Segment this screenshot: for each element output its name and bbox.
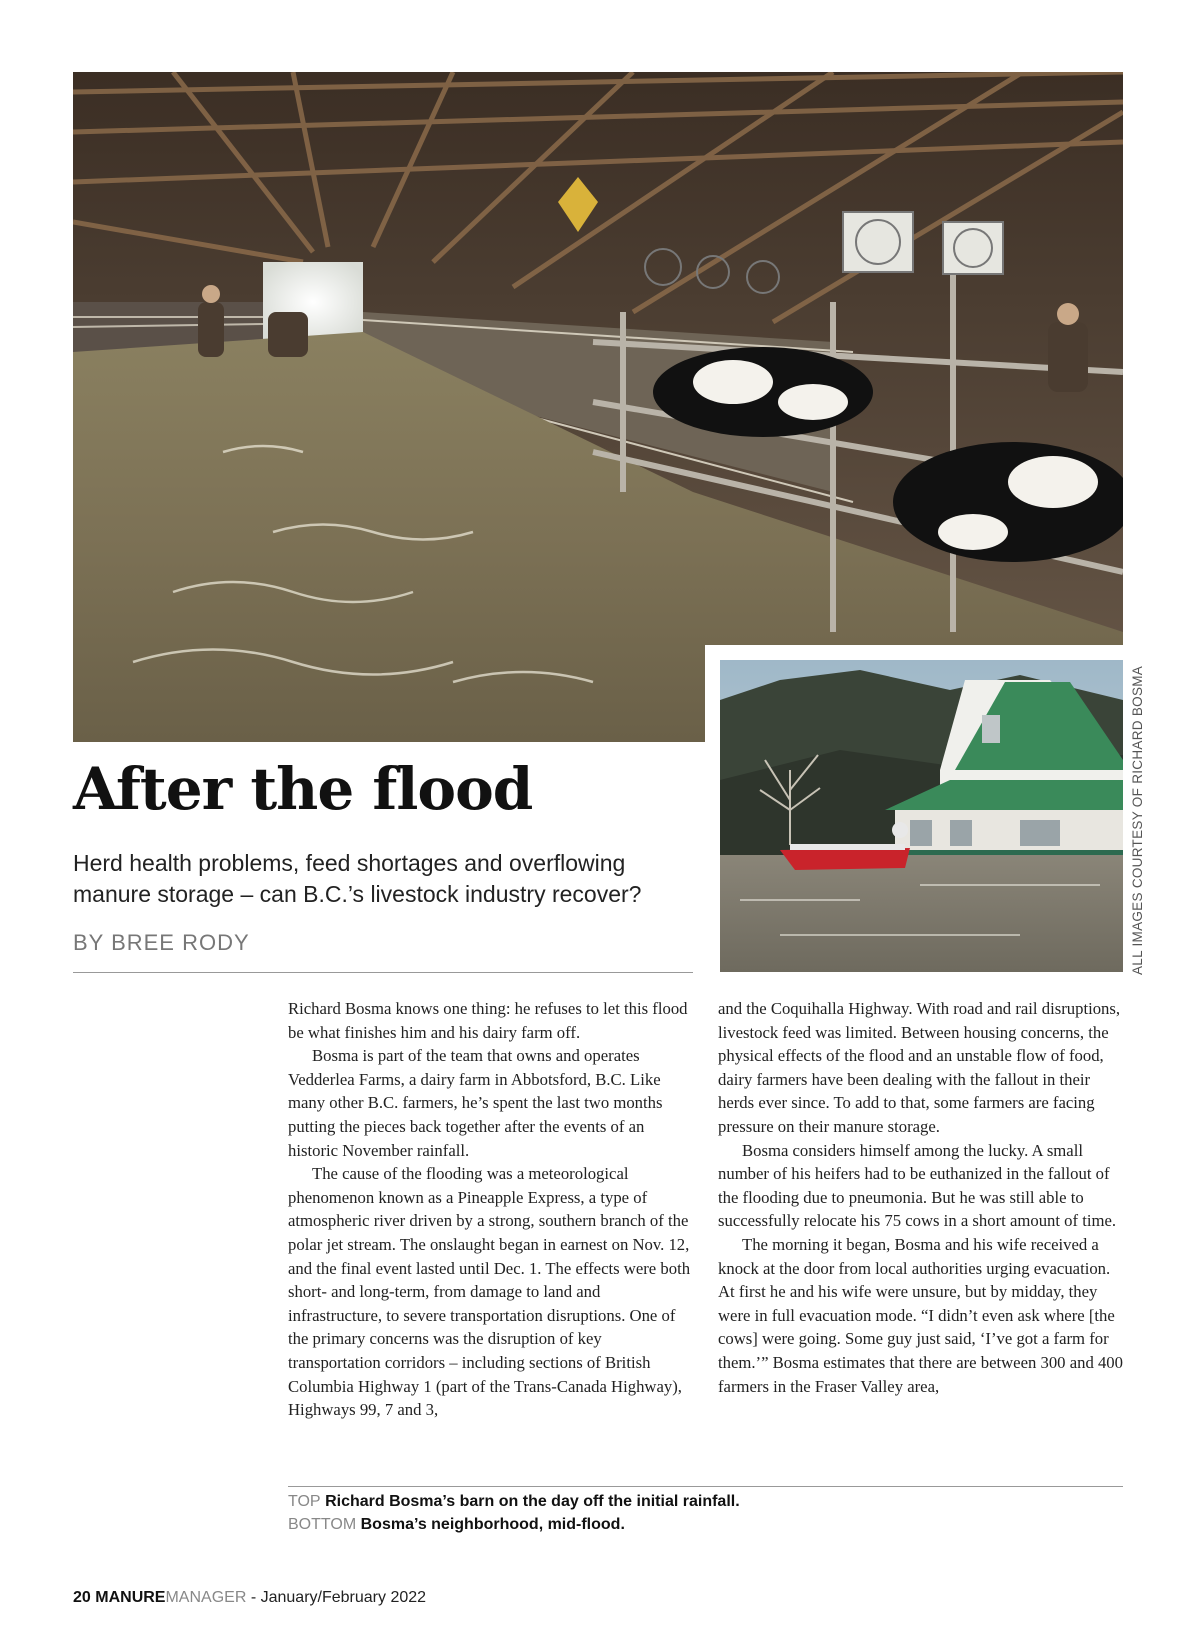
- issue-date: - January/February 2022: [250, 1589, 427, 1606]
- paragraph: The morning it began, Bosma and his wife received a knock at the door from local authorities urging evacuation. At first he and his wife were unsure, but by midday, they were in full evacuation mode. “I didn’t even ask where [the cows] were going. Some guy just said, ‘I’ve got a farm for them.’” Bosma estimates that there are between 300 and 400 farmers in the Fraser Valley area,: [718, 1234, 1123, 1396]
- caption-label: TOP: [288, 1493, 321, 1510]
- paragraph: The cause of the flooding was a meteorological phenomenon known as a Pineapple Express, a type of atmospheric river driven by a strong, southern branch of the polar jet stream. The onslaught began in earnest on Nov. 12, and the final event lasted until Dec. 1. The effects were both short- and long-term, from damage to land and infrastructure, to severe transportation disruptions. One of the primary concerns was the disruption of key transportation corridors – including sections of British Columbia Highway 1 (part of the Trans-Canada Highway), Highways 99, 7 and 3,: [288, 1164, 691, 1420]
- flooded-house-photo: [720, 660, 1123, 972]
- paragraph: and the Coquihalla Highway. With road and rail disruptions, livestock feed was limited. Between housing concerns, the physical effects of the flood and an unstable flow of food, dairy farmers have been dealing with the fallout in their herds ever since. To add to that, some farmers are facing pressure on their manure storage.: [718, 999, 1121, 1136]
- article-column-1: [288, 997, 693, 1422]
- photo-credit: ALL IMAGES COURTESY OF RICHARD BOSMA: [1130, 665, 1145, 975]
- flooded-barn-photo: [73, 72, 1123, 742]
- paragraph: Bosma considers himself among the lucky. A small number of his heifers had to be euthanized in the fallout of the flooding due to pneumonia. But he was still able to successfully relocate his 75 cows in a short amount of time.: [718, 1140, 1117, 1231]
- byline: BY BREE RODY: [73, 930, 250, 955]
- paragraph: Richard Bosma knows one thing: he refuses to let this flood be what finishes him and his dairy farm off.: [288, 999, 688, 1042]
- paragraph: Bosma is part of the team that owns and operates Vedderlea Farms, a dairy farm in Abbotsford, B.C. Like many other B.C. farmers, he’s spent the last two months putting the pieces back together after the events of an historic November rainfall.: [288, 1046, 663, 1160]
- brand-name-bold: MANURE: [95, 1589, 166, 1606]
- deck-subheadline: Herd health problems, feed shortages and overflowing manure storage – can B.C.’s livestock industry recover?: [73, 850, 642, 907]
- caption-divider: [288, 1486, 1123, 1487]
- caption-label: BOTTOM: [288, 1516, 357, 1533]
- page-footer: [73, 1589, 426, 1607]
- caption-bottom: [288, 1516, 625, 1534]
- brand-name-light: MANAGER: [165, 1589, 247, 1606]
- caption-text: Richard Bosma’s barn on the day off the initial rainfall.: [325, 1493, 740, 1510]
- caption-text: Bosma’s neighborhood, mid-flood.: [360, 1516, 625, 1533]
- caption-top: [288, 1493, 740, 1511]
- page-number: 20: [73, 1589, 91, 1606]
- divider: [73, 972, 693, 973]
- article-column-2: [718, 997, 1128, 1398]
- headline: After the flood: [73, 755, 533, 823]
